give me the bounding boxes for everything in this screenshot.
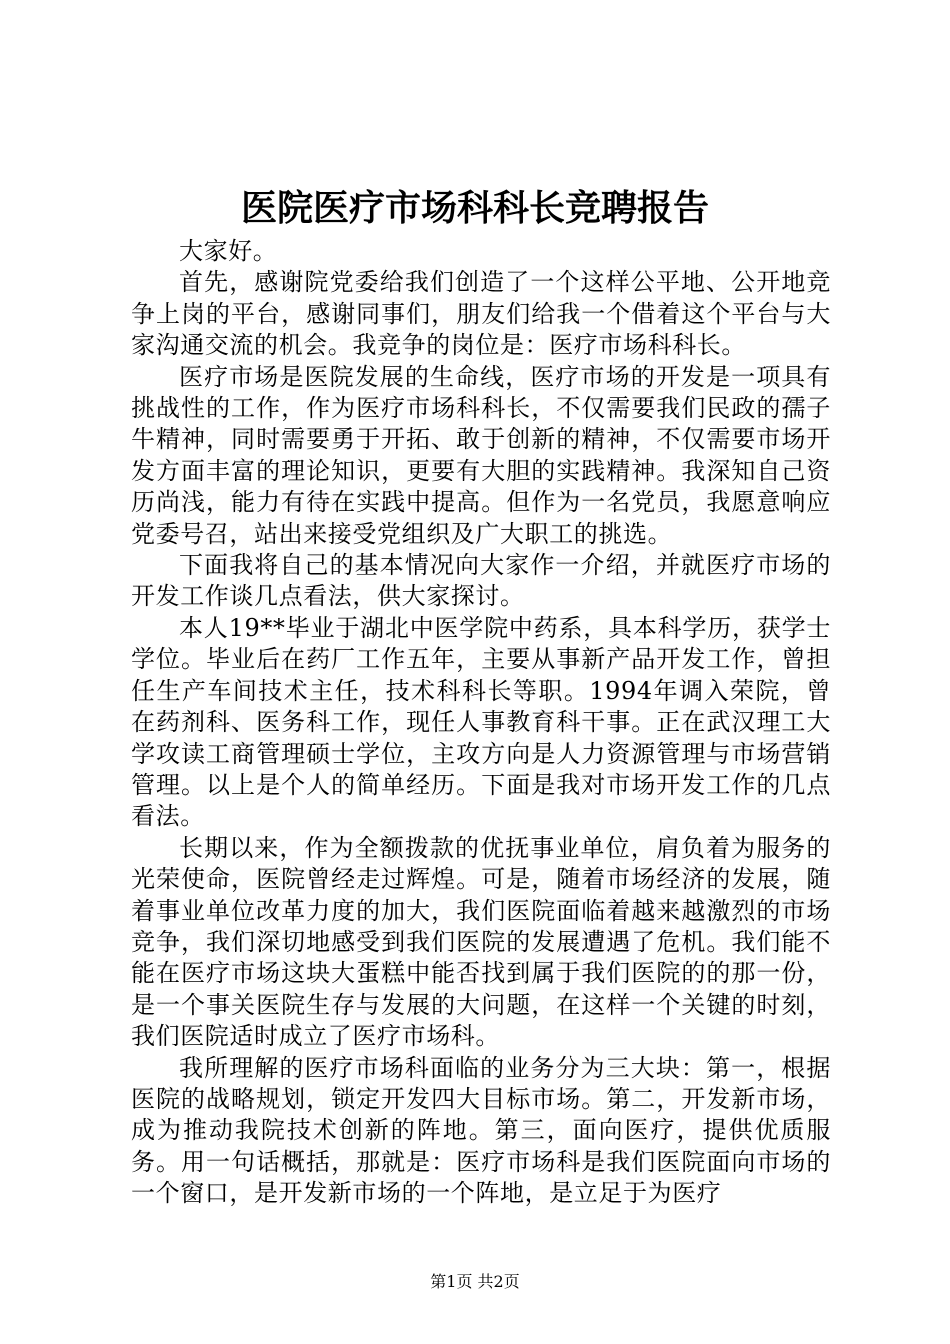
document-body xyxy=(131,236,831,1210)
paragraph-hospital-situation: 长期以来，作为全额拨款的优抚事业单位，肩负着为服务的光荣使命，医院曾经走过辉煌。可是，随着市场经济的发展，随着事业单位改革力度的加大，我们医院面临着越来越激烈的市场竞争，我们深切地感受到我们医院的发展遭遇了危机。我们能不能在医疗市场这块大蛋糕中能否找到属于我们医院的的那一份，是一个事关医院生存与发展的大问题，在这样一个关键的时刻，我们医院适时成立了医疗市场科。 xyxy=(131,833,831,1051)
page-footer: 第1页 共2页 xyxy=(430,1272,520,1291)
paragraph-department-duties: 我所理解的医疗市场科面临的业务分为三大块：第一，根据医院的战略规划，锁定开发四大目标市场。第二，开发新市场，成为推动我院技术创新的阵地。第三，面向医疗，提供优质服务。用一句话概括，那就是：医疗市场科是我们医院面向市场的一个窗口，是开发新市场的一个阵地，是立足于为医疗 xyxy=(131,1053,831,1208)
paragraph-personal-background: 本人19**毕业于湖北中医学院中药系，具本科学历，获学士学位。毕业后在药厂工作五年，主要从事新产品开发工作，曾担任生产车间技术主任，技术科科长等职。1994年调入荣院，曾在药剂科、医务科工作，现任人事教育科干事。正在武汉理工大学攻读工商管理硕士学位，主攻方向是人力资源管理与市场营销管理。以上是个人的简单经历。下面是我对市场开发工作的几点看法。 xyxy=(131,613,831,831)
paragraph-market-importance: 医疗市场是医院发展的生命线，医疗市场的开发是一项具有挑战性的工作，作为医疗市场科科长，不仅需要我们民政的孺子牛精神，同时需要勇于开拓、敢于创新的精神，不仅需要市场开发方面丰富的理论知识，更要有大胆的实践精神。我深知自己资历尚浅，能力有待在实践中提高。但作为一名党员，我愿意响应党委号召，站出来接受党组织及广大职工的挑选。 xyxy=(131,362,831,548)
paragraph-greeting: 大家好。 xyxy=(179,237,278,265)
paragraph-introduction: 下面我将自己的基本情况向大家作一介绍，并就医疗市场的开发工作谈几点看法，供大家探讨。 xyxy=(131,551,831,611)
document-title: 医院医疗市场科科长竞聘报告 xyxy=(240,187,709,229)
paragraph-thanks: 首先，感谢院党委给我们创造了一个这样公平地、公开地竞争上岗的平台，感谢同事们，朋友们给我一个借着这个平台与大家沟通交流的机会。我竞争的岗位是：医疗市场科科长。 xyxy=(131,268,831,360)
